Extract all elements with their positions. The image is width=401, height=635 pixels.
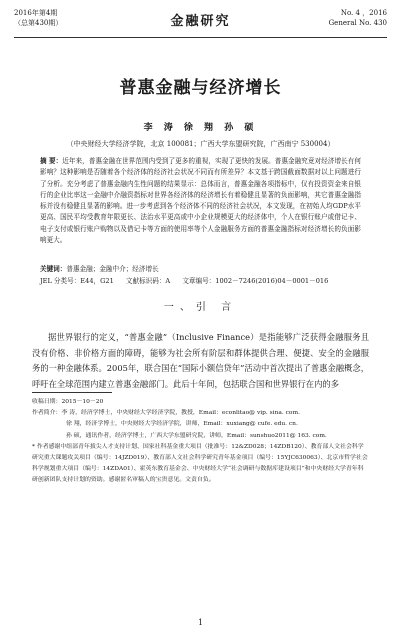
classification-codes bbox=[40, 276, 361, 286]
issue-info-en bbox=[329, 8, 387, 28]
author-bio-3: 孙 硕，通讯作者，经济学博士，广西大学东盟研究院，讲师，Email：sunshuo2011@ 163. com. bbox=[66, 432, 327, 439]
keywords-text: 普惠金融；金融中介；经济增长 bbox=[66, 265, 159, 273]
abstract-text: 近年来，普惠金融在世界范围内受到了更多的重视，实现了更快的发展。普惠金融究竟对经济增长有何影响？这种影响是否随着各个经济体的经济社会状况不同而有所差异？本文基于跨国截面数据对以上问题进行了分析。充分考虑了普惠金融内生性问题的结果显示：总体而言，普惠金融各项指标中，仅有投资资金来自银行的企业比率这一金融中介融资指标对世界各经济体的经济增长有着稳健且显著的负面影响，其它普惠金融指标并没有稳健且显著的影响。进一步考虑到各个经济体不同的经济社会状况，本文发现，在初始人均GDP水平更高、国民平均受教育年限更长、法治水平更高或中小企业规模更大的经济体中，个人在银行账户或借记卡、电子支付或银行账户购物以及借记卡等方面的使用率等个人金融服务方面的普惠金融指标对经济增长的负面影响更大。 bbox=[40, 157, 362, 245]
general-number-en: General No. 430 bbox=[328, 19, 387, 27]
journal-header bbox=[14, 8, 387, 38]
author-bio-2: 徐 翔，经济学博士，中央财经大学经济学院，讲师，Email：xuxiang@ cufe. edu. cn. bbox=[66, 421, 298, 428]
author-affiliation: （中央财经大学经济学院，北京 100081；广西大学东盟研究院，广西南宁 530004） bbox=[66, 140, 335, 148]
issue-year-number: 2016年第4期 bbox=[14, 9, 58, 17]
article-number: 文章编号：1002－7246(2016)04－0001－016 bbox=[182, 277, 329, 285]
jel-code: JEL 分类号：E44，G21 bbox=[40, 277, 114, 285]
abstract bbox=[40, 156, 361, 246]
document-code: 文献标识码：A bbox=[125, 277, 171, 285]
abstract-label: 摘 要： bbox=[40, 157, 63, 165]
header-divider bbox=[14, 37, 387, 38]
keywords-label: 关键词： bbox=[40, 265, 67, 273]
footnotes bbox=[32, 397, 369, 487]
received-date: 收稿日期：2015－10－20 bbox=[32, 399, 104, 405]
section-heading: 一、引 言 bbox=[163, 302, 238, 313]
body-paragraph: 据世界银行的定义，“普惠金融”（Inclusive Finance）是指能够广泛获得金融服务且没有价格、非价格方面的障碍，能够为社会所有阶层和群体提供合理、便捷、安全的金融服务的一种金融体系。2005年，联合国在“国际小额信贷年”活动中首次提出了普惠金融概念，呼吁在全球范围内建立普惠金融部门。此后十年间，包括联合国和世界银行在内的多 bbox=[32, 332, 369, 389]
paper-title: 普惠金融与经济增长 bbox=[119, 78, 282, 98]
author-bio-1: 作者简介：李 涛，经济学博士，中央财经大学经济学院，教授，Email：econlitao@ vip. sina. com. bbox=[32, 410, 300, 417]
issue-number-en: No. 4 ，2016 bbox=[340, 9, 387, 17]
issue-total-number: （总第430期） bbox=[14, 19, 63, 27]
funding-note: * 作者感谢中组部青年拔尖人才支持计划、国家社科基金重大项目（批准号：12&ZD028；14ZDB120）、教育部人文社会科学研究重大课题攻关项目（编号：14JZD019）、教育部人文社会科学研究青年基金项目（编号：15YJC630063）、北京市哲学社会科学规划重大项目（编号：14ZDA01）、霍英东教育基金会、中央财经大学“社会调研与数据库建设项目”和中央财经大学青年科研创新团队支持计划的资助。感谢匿名审稿人的宝贵意见。文责自负。 bbox=[32, 443, 368, 484]
keywords bbox=[40, 264, 361, 274]
journal-name: 金融研究 bbox=[170, 14, 231, 29]
footnote-divider bbox=[32, 392, 112, 393]
author-list: 李 涛 徐 翔 孙 硕 bbox=[143, 123, 258, 133]
page-number: 1 bbox=[197, 618, 204, 627]
